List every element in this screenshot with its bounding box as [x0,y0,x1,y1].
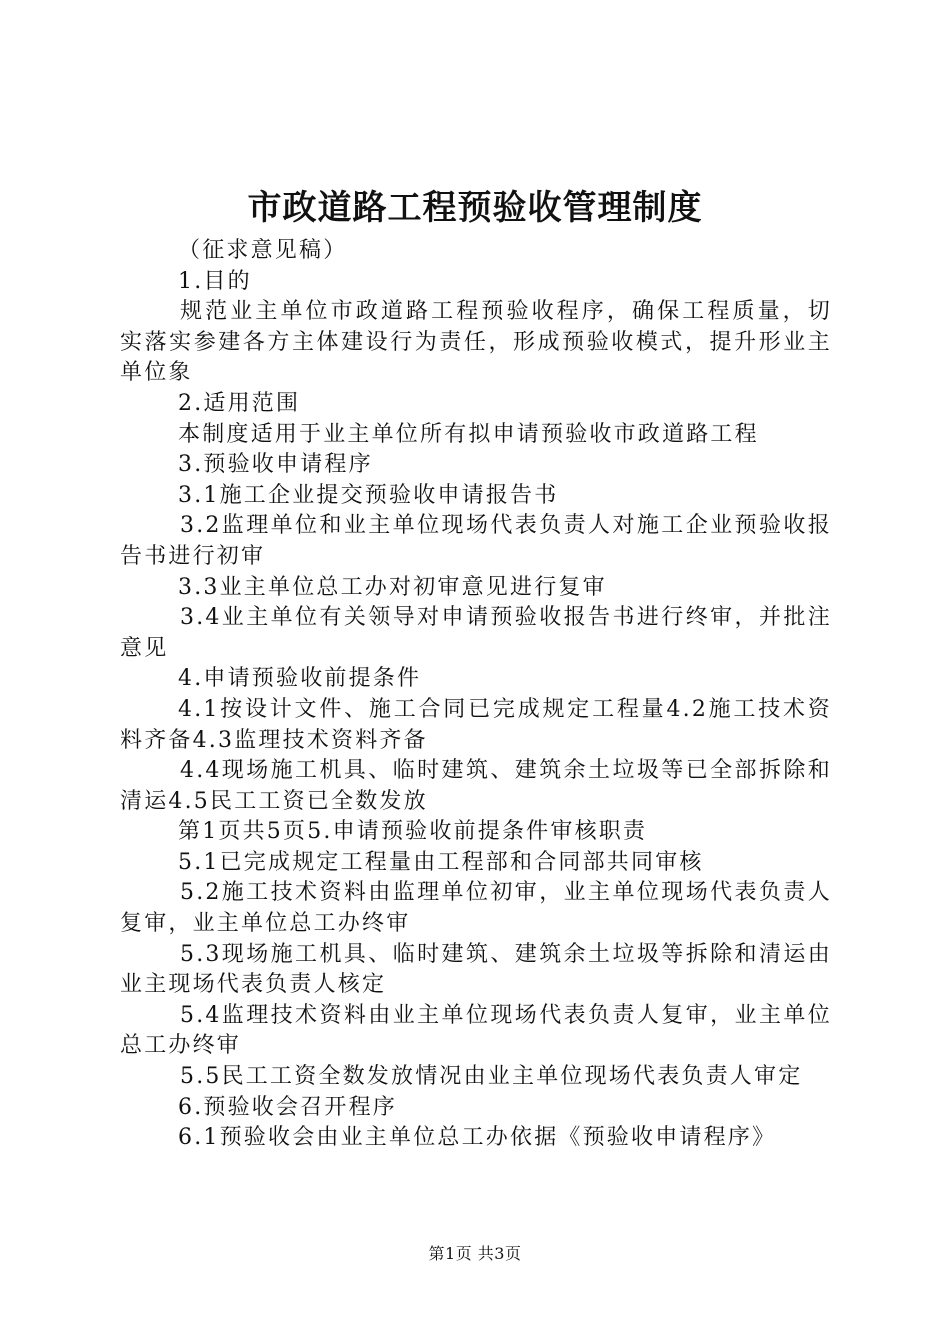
paragraph-3-3: 3.3业主单位总工办对初审意见进行复审 [178,574,607,600]
paragraph-6-1: 6.1预验收会由业主单位总工办依据《预验收申请程序》 [178,1125,777,1151]
paragraph-5-3: 5.3现场施工机具、临时建筑、建筑余土垃圾等拆除和清运由业主现场代表负责人核定 [120,941,832,998]
paragraph-3-2: 3.2监理单位和业主单位现场代表负责人对施工企业预验收报告书进行初审 [120,513,832,569]
paragraph-3-1: 3.1施工企业提交预验收申请报告书 [178,482,559,508]
page-number-footer: 第1页 共3页 [428,1244,522,1263]
paragraph-scope-text: 本制度适用于业主单位所有拟申请预验收市政道路工程 [178,421,759,447]
paragraph-heading-purpose: 1.目的 [178,268,252,294]
paragraph-heading-scope: 2.适用范围 [178,390,301,416]
paragraph-subtitle: （征求意见稿） [178,238,348,263]
paragraph-purpose-text: 规范业主单位市政道路工程预验收程序，确保工程质量，切实落实参建各方主体建设行为责任，形成预验收模式，提升形业主单位象 [120,299,832,386]
paragraph-4-4: 4.4现场施工机具、临时建筑、建筑余土垃圾等已全部拆除和清运4.5民工工资已全数发放 [120,758,832,814]
paragraph-heading-conditions: 4.申请预验收前提条件 [178,666,422,692]
paragraph-heading-meeting: 6.预验收会召开程序 [178,1094,397,1120]
paragraph-5-1: 5.1已完成规定工程量由工程部和合同部共同审核 [178,849,704,875]
document-title: 市政道路工程预验收管理制度 [247,188,703,228]
document-body [120,236,832,1154]
paragraph-5-2: 5.2施工技术资料由监理单位初审，业主单位现场代表负责人复审，业主单位总工办终审 [120,880,832,937]
paragraph-heading-application: 3.预验收申请程序 [178,452,373,478]
paragraph-3-4: 3.4业主单位有关领导对申请预验收报告书进行终审，并批注意见 [120,605,832,661]
paragraph-5-5: 5.5民工工资全数发放情况由业主单位现场代表负责人审定 [180,1064,803,1090]
paragraph-5-4: 5.4监理技术资料由业主单位现场代表负责人复审，业主单位总工办终审 [120,1002,832,1059]
paragraph-4-1: 4.1按设计文件、施工合同已完成规定工程量4.2施工技术资料齐备4.3监理技术资料齐备 [120,696,832,753]
paragraph-heading-duties: 第1页共5页5.申请预验收前提条件审核职责 [178,819,648,845]
